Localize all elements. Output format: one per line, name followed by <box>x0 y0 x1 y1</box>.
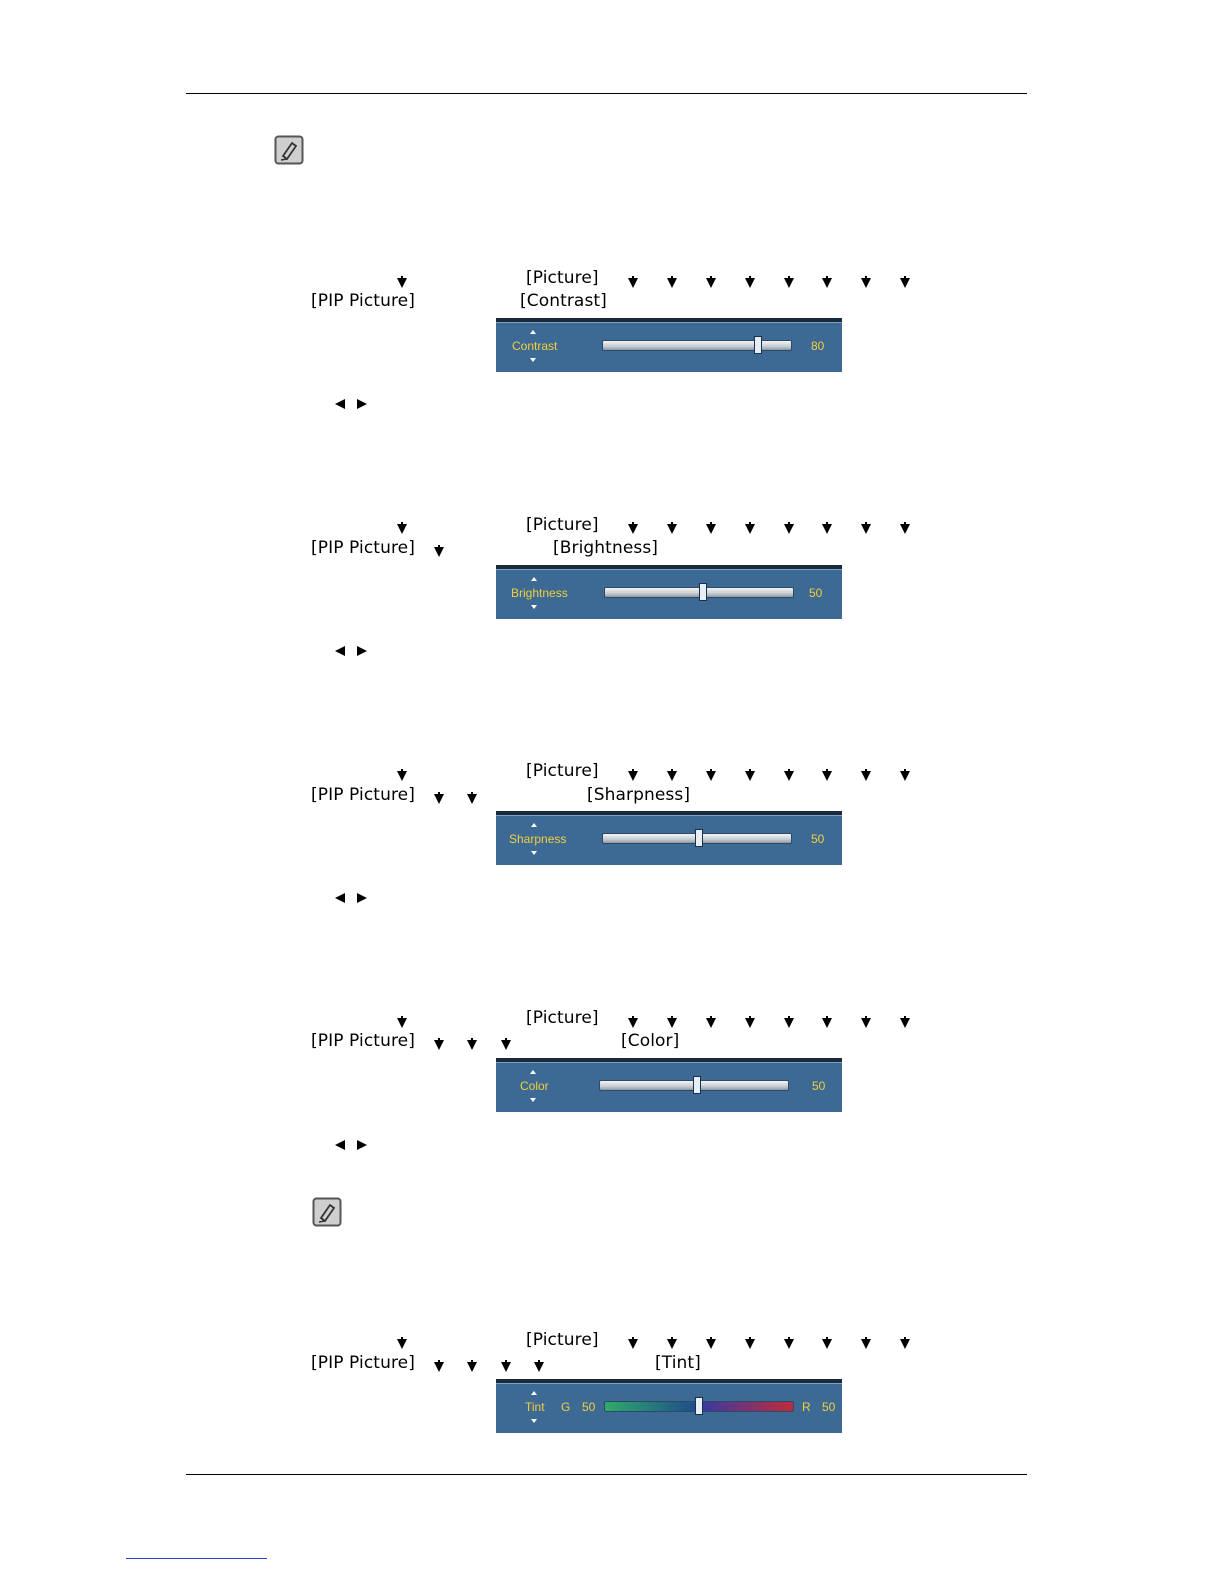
osd-value: 50 <box>811 832 825 846</box>
right-arrow-icon <box>357 1140 367 1150</box>
down-arrow-icon <box>534 1362 544 1372</box>
left-arrow-icon <box>335 399 345 409</box>
down-arrow-icon <box>434 794 444 804</box>
down-arrow-icon <box>530 1098 536 1102</box>
osd-value: 80 <box>811 339 825 353</box>
menu-item-label: [Sharpness] <box>587 785 691 805</box>
down-arrow-icon <box>784 1339 794 1349</box>
picture-menu-label: [Picture] <box>526 761 599 781</box>
osd-label: Brightness <box>511 586 568 600</box>
down-arrow-icon <box>861 1018 871 1028</box>
picture-menu-label: [Picture] <box>526 268 599 288</box>
down-arrow-icon <box>628 1018 638 1028</box>
green-label: G <box>561 1400 571 1414</box>
down-arrow-icon <box>861 524 871 534</box>
pip-picture-label: [PIP Picture] <box>311 1353 415 1373</box>
down-arrow-icon <box>745 1339 755 1349</box>
down-arrow-icon <box>397 771 407 781</box>
tint-osd-panel <box>496 1379 842 1433</box>
down-arrow-icon <box>667 1339 677 1349</box>
slider-knob[interactable] <box>695 1397 703 1415</box>
osd-label: Contrast <box>512 339 558 353</box>
down-arrow-icon <box>784 278 794 288</box>
down-arrow-icon <box>861 771 871 781</box>
down-arrow-icon <box>861 278 871 288</box>
menu-item-label: [Color] <box>621 1031 680 1051</box>
down-arrow-icon <box>434 547 444 557</box>
down-arrow-icon <box>397 524 407 534</box>
down-arrow-icon <box>706 771 716 781</box>
color-osd-panel <box>496 1058 842 1112</box>
down-arrow-icon <box>822 278 832 288</box>
down-arrow-icon <box>531 851 537 855</box>
down-arrow-icon <box>501 1362 511 1372</box>
down-arrow-icon <box>745 1018 755 1028</box>
left-arrow-icon <box>335 1140 345 1150</box>
osd-value: 50 <box>809 586 823 600</box>
green-value: 50 <box>582 1400 596 1414</box>
down-arrow-icon <box>784 1018 794 1028</box>
up-arrow-icon <box>531 1391 537 1395</box>
right-arrow-icon <box>357 646 367 656</box>
osd-value: 50 <box>812 1079 826 1093</box>
up-arrow-icon <box>530 1070 536 1074</box>
red-value: 50 <box>822 1400 836 1414</box>
down-arrow-icon <box>397 278 407 288</box>
right-arrow-icon <box>357 893 367 903</box>
down-arrow-icon <box>822 1018 832 1028</box>
down-arrow-icon <box>900 771 910 781</box>
picture-menu-label: [Picture] <box>526 515 599 535</box>
down-arrow-icon <box>467 1040 477 1050</box>
down-arrow-icon <box>745 524 755 534</box>
osd-label: Color <box>520 1079 549 1093</box>
contrast-osd-panel <box>496 318 842 372</box>
down-arrow-icon <box>706 1339 716 1349</box>
down-arrow-icon <box>667 278 677 288</box>
down-arrow-icon <box>745 278 755 288</box>
down-arrow-icon <box>861 1339 871 1349</box>
down-arrow-icon <box>628 771 638 781</box>
up-arrow-icon <box>531 577 537 581</box>
note-icon <box>312 1197 342 1227</box>
down-arrow-icon <box>530 358 536 362</box>
down-arrow-icon <box>784 771 794 781</box>
down-arrow-icon <box>900 1018 910 1028</box>
contrast-slider[interactable] <box>602 340 792 351</box>
menu-item-label: [Tint] <box>655 1353 701 1373</box>
menu-item-label: [Contrast] <box>520 291 607 311</box>
right-arrow-icon <box>357 399 367 409</box>
down-arrow-icon <box>900 524 910 534</box>
down-arrow-icon <box>667 1018 677 1028</box>
down-arrow-icon <box>531 1419 537 1423</box>
up-arrow-icon <box>531 823 537 827</box>
down-arrow-icon <box>822 524 832 534</box>
down-arrow-icon <box>706 524 716 534</box>
down-arrow-icon <box>531 605 537 609</box>
down-arrow-icon <box>745 771 755 781</box>
osd-label: Sharpness <box>509 832 567 846</box>
slider-knob[interactable] <box>695 829 703 847</box>
down-arrow-icon <box>434 1362 444 1372</box>
down-arrow-icon <box>822 1339 832 1349</box>
menu-item-label: [Brightness] <box>553 538 659 558</box>
slider-knob[interactable] <box>754 336 762 354</box>
up-arrow-icon <box>530 330 536 334</box>
down-arrow-icon <box>784 524 794 534</box>
pip-picture-label: [PIP Picture] <box>311 291 415 311</box>
left-arrow-icon <box>335 893 345 903</box>
down-arrow-icon <box>397 1339 407 1349</box>
down-arrow-icon <box>501 1040 511 1050</box>
down-arrow-icon <box>467 1362 477 1372</box>
footer-rule <box>186 1474 1027 1475</box>
slider-knob[interactable] <box>699 583 707 601</box>
picture-menu-label: [Picture] <box>526 1008 599 1028</box>
down-arrow-icon <box>822 771 832 781</box>
header-rule <box>186 93 1027 94</box>
footer-link-underline[interactable] <box>126 1558 267 1559</box>
down-arrow-icon <box>467 794 477 804</box>
picture-menu-label: [Picture] <box>526 1330 599 1350</box>
slider-knob[interactable] <box>693 1076 701 1094</box>
note-icon <box>274 135 304 165</box>
down-arrow-icon <box>667 524 677 534</box>
pip-picture-label: [PIP Picture] <box>311 538 415 558</box>
down-arrow-icon <box>900 278 910 288</box>
pip-picture-label: [PIP Picture] <box>311 1031 415 1051</box>
pip-picture-label: [PIP Picture] <box>311 785 415 805</box>
down-arrow-icon <box>434 1040 444 1050</box>
down-arrow-icon <box>397 1018 407 1028</box>
down-arrow-icon <box>706 278 716 288</box>
left-arrow-icon <box>335 646 345 656</box>
down-arrow-icon <box>628 278 638 288</box>
down-arrow-icon <box>628 524 638 534</box>
osd-label: Tint <box>525 1400 545 1414</box>
down-arrow-icon <box>667 771 677 781</box>
down-arrow-icon <box>706 1018 716 1028</box>
down-arrow-icon <box>900 1339 910 1349</box>
brightness-osd-panel <box>496 565 842 619</box>
down-arrow-icon <box>628 1339 638 1349</box>
sharpness-osd-panel <box>496 811 842 865</box>
red-label: R <box>802 1400 811 1414</box>
